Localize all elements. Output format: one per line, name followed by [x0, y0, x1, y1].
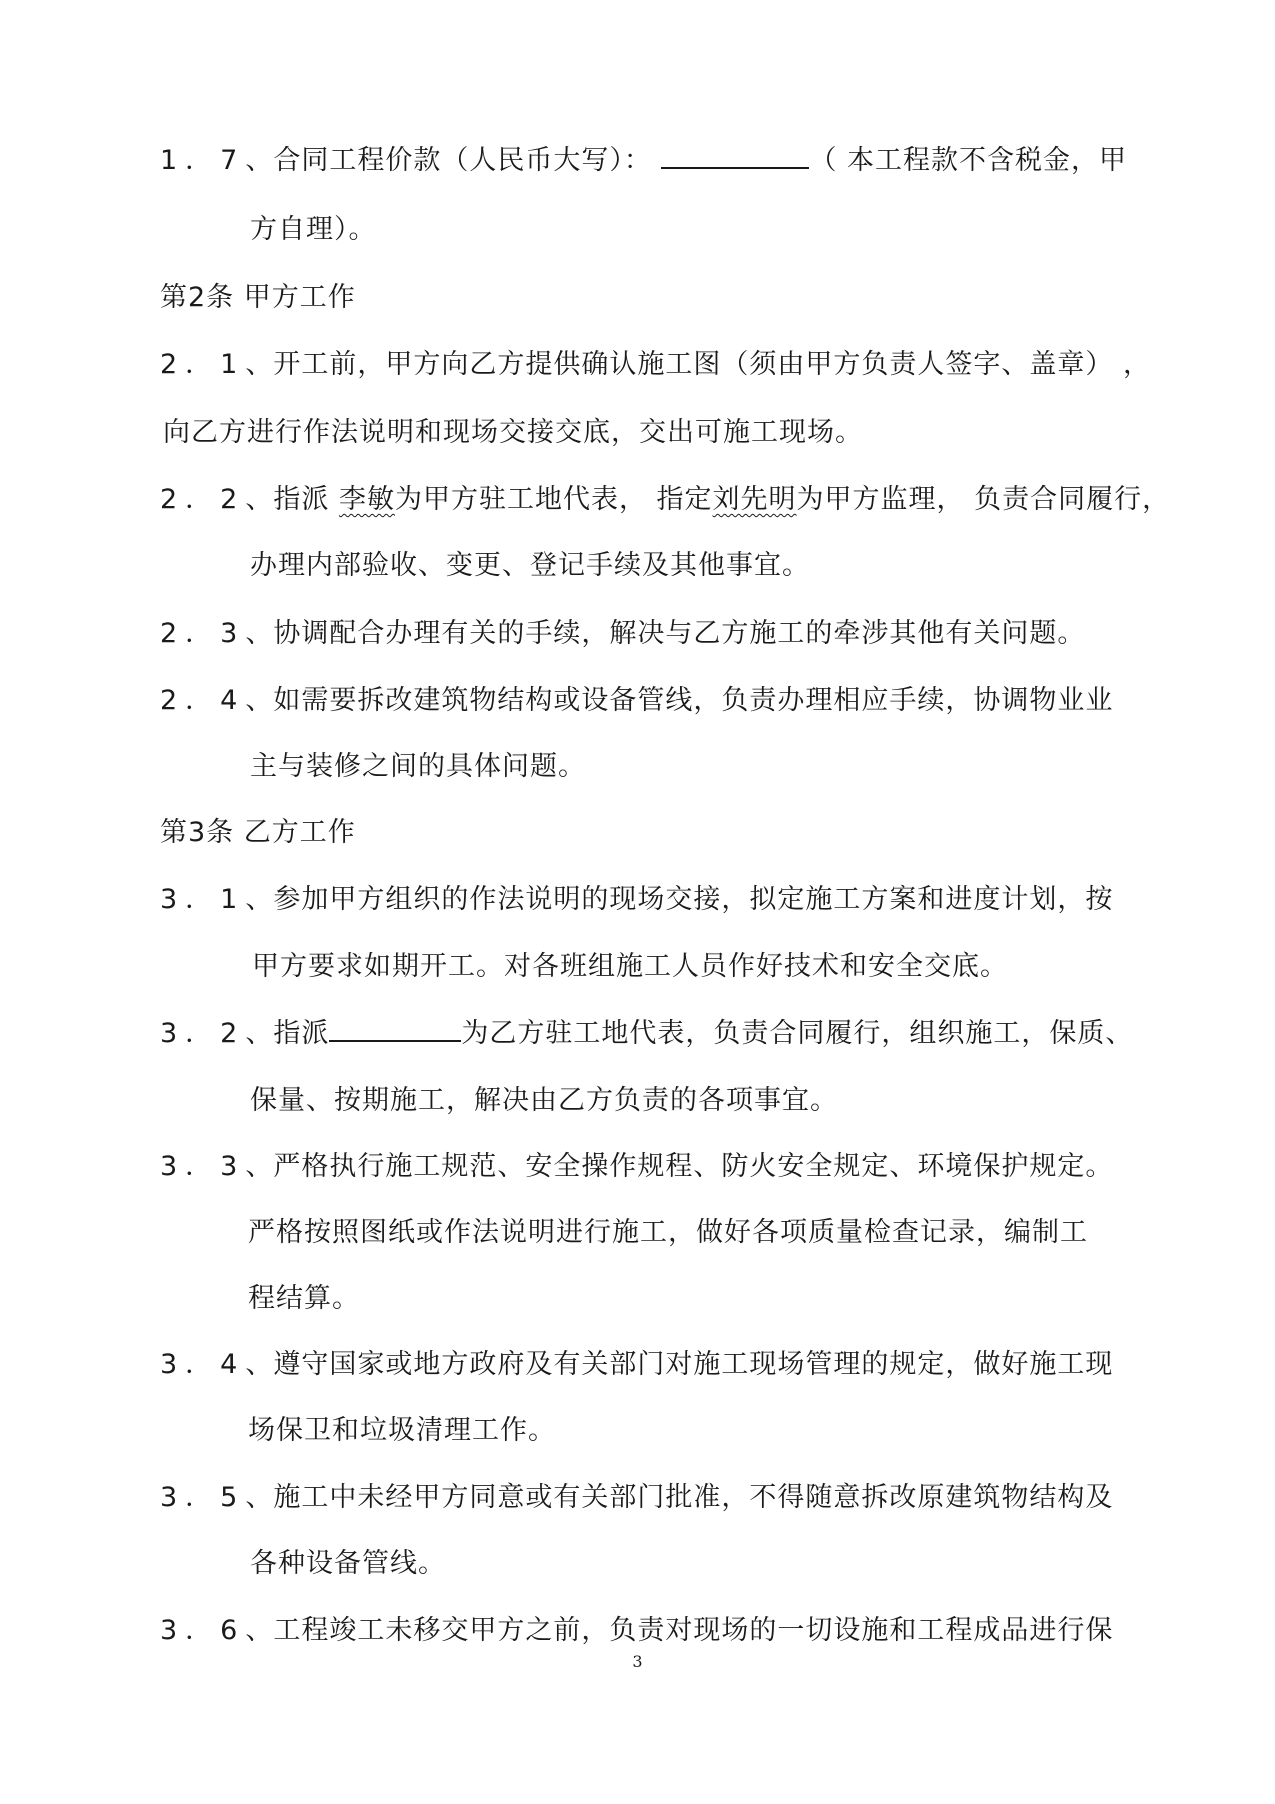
clause-text: 为甲方监理， 负责合同履行，	[796, 484, 1171, 515]
clause-2-2-continuation: 办理内部验收、变更、登记手续及其他事宜。	[250, 550, 810, 581]
clause-2-1-continuation: 向乙方进行作法说明和现场交接交底，交出可施工现场。	[163, 417, 863, 448]
clause-2-3	[160, 616, 1085, 652]
clause-3-2	[160, 1016, 1133, 1052]
contractor-representative-blank	[329, 1016, 461, 1042]
clause-3-3	[160, 1149, 1113, 1185]
page-number: 3	[632, 1652, 643, 1671]
clause-3-1	[160, 882, 1113, 918]
clause-text: 、工程竣工未移交甲方之前，负责对现场的一切设施和工程成品进行保	[245, 1615, 1114, 1646]
clause-1-7	[160, 143, 1127, 179]
clause-3-4-continuation: 场保卫和垃圾清理工作。	[248, 1415, 556, 1446]
clause-3-5-continuation: 各种设备管线。	[250, 1548, 446, 1579]
clause-number: 3．6	[160, 1615, 246, 1646]
clause-number: 2．4	[160, 685, 246, 716]
clause-number: 2．1	[160, 349, 246, 380]
clause-3-4	[160, 1347, 1113, 1383]
clause-text: 、指派	[245, 1018, 330, 1049]
clause-2-1	[160, 347, 1151, 383]
clause-2-2	[160, 482, 1170, 518]
clause-3-3-continuation: 程结算。	[248, 1283, 360, 1314]
clause-number: 3．4	[160, 1349, 246, 1380]
clause-text: 为甲方驻工地代表， 指定	[394, 484, 713, 515]
clause-text: 、严格执行施工规范、安全操作规程、防火安全规定、环境保护规定。	[245, 1151, 1114, 1182]
clause-text: 、如需要拆改建筑物结构或设备管线，负责办理相应手续，协调物业业	[245, 685, 1114, 716]
clause-number: 2．2	[160, 484, 246, 515]
clause-2-4	[160, 683, 1113, 719]
clause-text: 、参加甲方组织的作法说明的现场交接，拟定施工方案和进度计划，按	[245, 884, 1114, 915]
clause-3-2-continuation: 保量、按期施工，解决由乙方负责的各项事宜。	[250, 1085, 838, 1116]
clause-text: 、协调配合办理有关的手续，解决与乙方施工的牵涉其他有关问题。	[245, 618, 1086, 649]
clause-number: 2．3	[160, 618, 246, 649]
clause-1-7-continuation: 方自理）。	[250, 214, 377, 245]
clause-2-4-continuation: 主与装修之间的具体问题。	[250, 751, 586, 782]
site-representative-name: 李敏	[338, 484, 395, 515]
clause-3-3-continuation: 严格按照图纸或作法说明进行施工，做好各项质量检查记录，编制工	[248, 1217, 1088, 1248]
clause-text-after: （ 本工程款不含税金，甲	[809, 145, 1128, 176]
clause-number: 3．5	[160, 1482, 246, 1513]
clause-text: 、合同工程价款（人民币大写）：	[245, 145, 652, 176]
clause-text: 、开工前，甲方向乙方提供确认施工图（须由甲方负责人签字、盖章） ，	[245, 349, 1151, 380]
section-3-heading: 第3条 乙方工作	[160, 817, 356, 848]
clause-text: 、指派	[245, 484, 339, 515]
clause-number: 3．3	[160, 1151, 246, 1182]
supervisor-name: 刘先明	[712, 484, 797, 515]
clause-3-6	[160, 1613, 1113, 1649]
clause-text: 、遵守国家或地方政府及有关部门对施工现场管理的规定，做好施工现	[245, 1349, 1114, 1380]
section-2-heading: 第2条 甲方工作	[160, 282, 356, 313]
clause-text: 、施工中未经甲方同意或有关部门批准，不得随意拆改原建筑物结构及	[245, 1482, 1114, 1513]
clause-3-1-continuation: 甲方要求如期开工。对各班组施工人员作好技术和安全交底。	[252, 951, 1008, 982]
clause-number: 3．2	[160, 1018, 246, 1049]
clause-number: 1．7	[160, 145, 246, 176]
contract-price-blank	[661, 143, 809, 169]
clause-3-5	[160, 1480, 1113, 1516]
clause-text: 为乙方驻工地代表，负责合同履行，组织施工，保质、	[461, 1018, 1134, 1049]
clause-number: 3．1	[160, 884, 246, 915]
